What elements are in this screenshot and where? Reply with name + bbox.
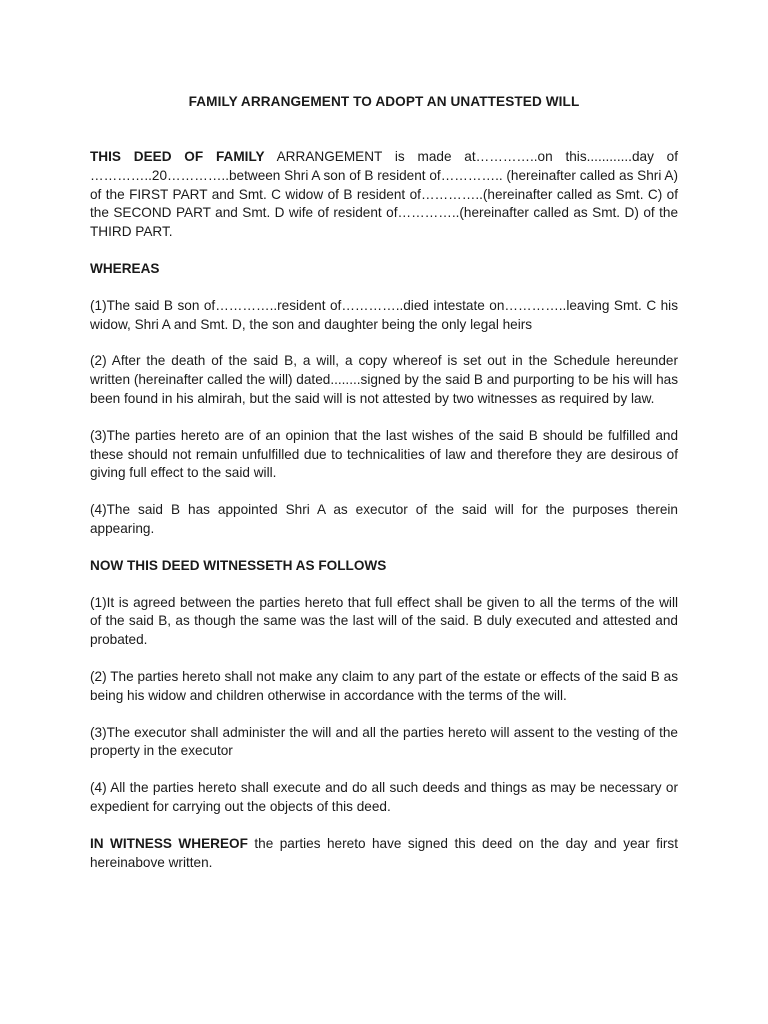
witnesseth-clause-1: (1)It is agreed between the parties hereto that full effect shall be given to all the terms of the will of the said B, as though the same was the last will of the said. B duly executed and attested and probated. [90,594,678,648]
closing-bold-lead: IN WITNESS WHEREOF [90,835,248,851]
whereas-clause-1: (1)The said B son of…………..resident of…………..died intestate on…………..leaving Smt. C his widow, Shri A and Smt. D, the son and daughter being the only legal heirs [90,297,678,332]
document-body [90,148,678,890]
intro-paragraph [90,148,678,242]
whereas-heading: WHEREAS [90,260,160,276]
witnesseth-clause-4: (4) All the parties hereto shall execute and do all such deeds and things as may be necessary or expedient for carrying out the objects of this deed. [90,780,678,814]
whereas-clause-4: (4)The said B has appointed Shri A as executor of the said will for the purposes therein appearing. [90,502,678,536]
witnesseth-clause-2: (2) The parties hereto shall not make any claim to any part of the estate or effects of the said B as being his widow and children otherwise in accordance with the terms of the will. [90,668,678,703]
document-title: FAMILY ARRANGEMENT TO ADOPT AN UNATTESTED WILL [188,94,580,109]
closing-text: the parties hereto have signed this deed on the day and year first hereinabove written. [90,835,678,870]
whereas-clause-3: (3)The parties hereto are of an opinion that the last wishes of the said B should be fulfilled and these should not remain unfulfilled due to technicalities of law and therefore they are desirous of giving full effect to the said will. [90,427,678,481]
witnesseth-heading: NOW THIS DEED WITNESSETH AS FOLLOWS [90,557,387,573]
closing-paragraph [90,835,678,873]
witnesseth-clause-3: (3)The executor shall administer the will and all the parties hereto will assent to the vesting of the property in the executor [90,724,678,759]
intro-bold-lead: THIS DEED OF FAMILY [90,149,265,164]
intro-text: ARRANGEMENT is made at…………..on this............day of …………..20…………..between Shri A son of B resident of………….. (hereinafter called as Shri A) of the FIRST PART and Smt. C widow of B resident of…………..(hereinafter called as Smt. C) of the SECOND PART and Smt. D wife of resident of…………..(hereinafter called as Smt. D) of the THIRD PART. [90,149,678,240]
whereas-clause-2: (2) After the death of the said B, a will, a copy whereof is set out in the Schedule hereunder written (hereinafter called the will) dated........signed by the said B and purporting to be his will has been found in his almirah, but the said will is not attested by two witnesses as required by law. [90,353,678,406]
